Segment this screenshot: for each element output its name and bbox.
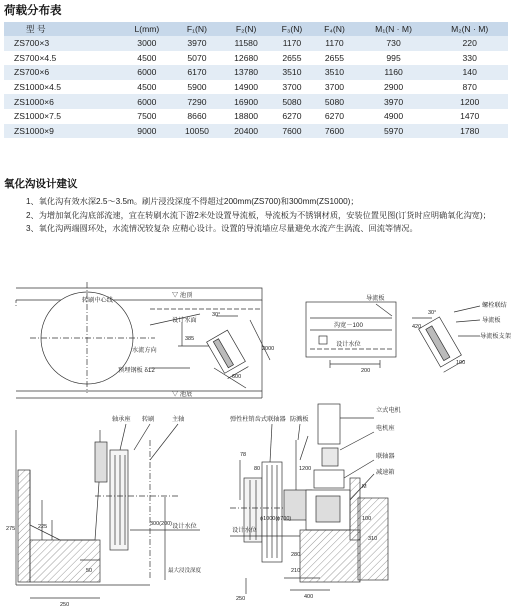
label-brush: 转刷	[142, 416, 155, 423]
dim-400: 400	[304, 594, 314, 600]
value-cell: 4900	[356, 109, 432, 124]
note-item: 1、氧化沟有效水深2.5～3.5m。刷片浸没深度不得超过200mm(ZS700)和300mm(ZS1000)；	[26, 197, 359, 206]
label-motor-seat: 电机座	[376, 425, 395, 432]
note-item: 3、氧化沟两端圆环处，水流情况较复杂 应精心设计。设置的导流墙应尽量避免水流产生涡流、回流等情况。	[26, 224, 418, 234]
model-cell: ZS1000×7.5	[4, 109, 121, 124]
label-water-top: ▽ 池顶	[172, 292, 193, 299]
value-cell: 730	[356, 36, 432, 51]
column-header: F₁(N)	[172, 22, 221, 36]
value-cell: 1780	[431, 124, 508, 139]
value-cell: 3970	[172, 36, 221, 51]
value-cell: 995	[356, 51, 432, 66]
dim-78: 78	[240, 452, 247, 458]
dim-100: 100	[456, 360, 466, 366]
value-cell: 7290	[172, 94, 221, 109]
value-cell: 11580	[222, 36, 271, 51]
value-cell: 1160	[356, 65, 432, 80]
dim-225: 225	[38, 524, 48, 530]
value-cell: 7500	[121, 109, 172, 124]
note-item: 2、为增加氧化沟底部流速，宜在转刷水流下游2米处设置导流板，导流板为不锈钢材质，安装位置见图(订货时应明确氧化沟宽)；	[26, 210, 491, 220]
value-cell: 9000	[121, 124, 172, 139]
dim-310: 310	[368, 536, 378, 542]
value-cell: 7600	[271, 124, 314, 139]
dim-250: 250	[60, 602, 70, 608]
dim-250-right: 250	[236, 596, 246, 602]
value-cell: 5080	[271, 94, 314, 109]
value-cell: 6270	[313, 109, 356, 124]
section-title-load-table: 荷载分布表	[4, 3, 62, 17]
value-cell: 5900	[172, 80, 221, 95]
value-cell: 5970	[356, 124, 432, 139]
dim-200: 200	[361, 368, 371, 374]
column-header: L(mm)	[121, 22, 172, 36]
label-design-water-level: 设计水位	[172, 523, 197, 530]
dim-280: 280	[291, 552, 301, 558]
model-cell: ZS700×4.5	[4, 51, 121, 66]
dim-50: 50	[86, 568, 93, 574]
model-cell: ZS700×6	[4, 65, 121, 80]
value-cell: 12680	[222, 51, 271, 66]
value-cell: 4500	[121, 80, 172, 95]
value-cell: 2900	[356, 80, 432, 95]
value-cell: 18800	[222, 109, 271, 124]
label-pool-bottom: ▽ 池底	[172, 391, 193, 398]
label-embedded-plate: 预埋钢板 δ12	[118, 367, 155, 374]
dim-2000: 2000	[262, 346, 275, 352]
model-cell: ZS1000×6	[4, 94, 121, 109]
label-reducer: 减速箱	[376, 469, 395, 476]
value-cell: 2655	[271, 51, 314, 66]
label-baffle-detail: 导流板	[482, 317, 501, 324]
value-cell: 1200	[431, 94, 508, 109]
column-header: F₂(N)	[222, 22, 271, 36]
value-cell: 330	[431, 51, 508, 66]
value-cell: 14900	[222, 80, 271, 95]
value-cell: 3000	[121, 36, 172, 51]
value-cell: 16900	[222, 94, 271, 109]
dim-30deg: 30°	[212, 312, 221, 318]
value-cell: 1170	[271, 36, 314, 51]
dim-300-200: 300(200)	[150, 521, 173, 527]
value-cell: 4500	[121, 51, 172, 66]
dim-385: 385	[185, 336, 195, 342]
label-design-level-plan: 设计水位	[336, 341, 361, 348]
label-vertical-motor: 立式电机	[376, 407, 401, 414]
label-brush-center: 转刷中心线	[82, 297, 113, 304]
value-cell: 3510	[271, 65, 314, 80]
dim-m: M	[362, 484, 367, 490]
label-baffle-support: 导流板支架	[480, 333, 511, 340]
value-cell: 10050	[172, 124, 221, 139]
dim-phi1000: ϕ1000(ϕ700)	[260, 516, 292, 522]
label-bearing-seat: 轴承座	[112, 416, 131, 423]
model-cell: ZS1000×4.5	[4, 80, 121, 95]
section-title-design-advice: 氧化沟设计建议	[4, 178, 78, 190]
value-cell: 13780	[222, 65, 271, 80]
value-cell: 1170	[313, 36, 356, 51]
label-slot-width: 沟宽－100	[334, 322, 363, 329]
column-header: M₁(N · M)	[356, 22, 432, 36]
dim-80: 80	[254, 466, 261, 472]
column-header: M₂(N · M)	[431, 22, 508, 36]
label-flow-direction: 水流方向	[132, 347, 157, 354]
value-cell: 6170	[172, 65, 221, 80]
column-header: F₃(N)	[271, 22, 314, 36]
dim-420: 420	[412, 324, 422, 330]
value-cell: 5080	[313, 94, 356, 109]
value-cell: 3700	[313, 80, 356, 95]
value-cell: 6000	[121, 65, 172, 80]
value-cell: 3700	[271, 80, 314, 95]
value-cell: 220	[431, 36, 508, 51]
dim-210: 210	[291, 568, 301, 574]
model-cell: ZS700×3	[4, 36, 121, 51]
value-cell: 8660	[172, 109, 221, 124]
dim-1200: 1200	[299, 466, 312, 472]
label-baffle-plan: 导流板	[366, 295, 385, 302]
column-header: F₄(N)	[313, 22, 356, 36]
label-bolt-joint: 螺栓联结	[482, 302, 507, 309]
label-main-shaft: 主轴	[172, 416, 185, 423]
dim-100-right: 100	[362, 516, 372, 522]
value-cell: 6000	[121, 94, 172, 109]
label-coupling: 弹性柱销齿式联轴器	[230, 416, 286, 423]
dim-600: 600	[232, 374, 242, 380]
value-cell: 140	[431, 65, 508, 80]
label-splash-plate: 防溅板	[290, 416, 309, 423]
label-joint: 联轴器	[376, 453, 395, 460]
column-header: 型 号	[4, 22, 121, 36]
model-cell: ZS1000×9	[4, 124, 121, 139]
label-design-level: 设计水面	[172, 317, 197, 324]
label-max-immersion: 最大浸没深度	[168, 568, 202, 574]
label-design-water-level-right: 设计水位	[232, 527, 257, 534]
value-cell: 2655	[313, 51, 356, 66]
value-cell: 1470	[431, 109, 508, 124]
value-cell: 5070	[172, 51, 221, 66]
value-cell: 3970	[356, 94, 432, 109]
value-cell: 20400	[222, 124, 271, 139]
dim-275: 275	[6, 526, 16, 532]
value-cell: 870	[431, 80, 508, 95]
value-cell: 7600	[313, 124, 356, 139]
value-cell: 6270	[271, 109, 314, 124]
dim-30deg-detail: 30°	[428, 310, 437, 316]
value-cell: 3510	[313, 65, 356, 80]
